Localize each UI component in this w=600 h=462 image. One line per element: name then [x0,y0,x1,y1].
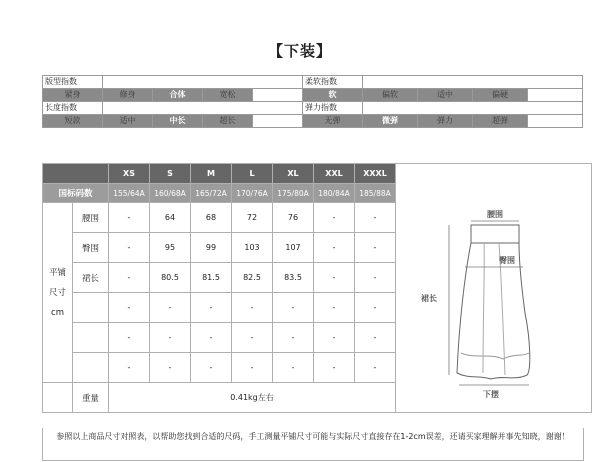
fit-option-loose: 宽松 [203,89,253,102]
elasticity-option-slight: 微弹 [363,115,418,128]
fit-index-label: 版型指数 [43,76,103,89]
table-cell: - [273,293,314,323]
table-cell: - [150,323,191,353]
skirt-outline [457,225,530,379]
table-cell: - [232,293,273,323]
measure-label [73,353,109,383]
standard-size-xxxl: 185/88A [355,184,396,203]
fit-option-regular: 合体 [153,89,203,102]
table-cell: 68 [191,203,232,233]
measurement-note: 参照以上商品尺寸对照表，以帮助您找到合适的尺码，手工测量平铺尺寸可能与实际尺寸直接存在1-2cm误差，还请买家理解并事先知晓，谢谢！ [42,428,584,461]
table-cell: - [191,353,232,383]
softness-option-hard: 偏硬 [473,89,528,102]
weight-value: 0.41kg左右 [109,383,396,413]
table-cell: - [109,203,150,233]
table-cell: 95 [150,233,191,263]
table-cell: - [191,323,232,353]
fit-option-slim: 修身 [103,89,153,102]
table-cell: 83.5 [273,263,314,293]
page-title: 【下装】 [267,42,332,60]
table-cell: - [109,353,150,383]
table-cell: - [273,323,314,353]
measure-label [73,293,109,323]
softness-index-label: 柔软指数 [303,76,363,89]
size-xxxl: XXXL [355,164,396,184]
length-option-extralong: 超长 [203,115,253,128]
measure-label: 裙长 [73,263,109,293]
table-cell: - [314,353,355,383]
elasticity-index-label: 弹力指数 [303,102,363,115]
fit-options-row [43,89,583,102]
skirt-diagram [399,203,589,403]
size-xs: XS [109,164,150,184]
standard-size-xxl: 180/84A [314,184,355,203]
softness-option-medium: 适中 [418,89,473,102]
hem-label: 下摆 [482,390,499,399]
size-reference-title: 尺码参照说明 [466,179,521,189]
table-cell: - [355,203,396,233]
standard-size-xl: 175/80A [273,184,314,203]
elasticity-option-none: 无弹 [303,115,363,128]
table-cell: - [314,233,355,263]
table-cell: - [355,233,396,263]
measure-label [73,323,109,353]
table-cell: - [150,353,191,383]
table-cell: - [355,293,396,323]
table-cell: 81.5 [191,263,232,293]
table-cell: 107 [273,233,314,263]
table-cell: - [314,263,355,293]
standard-size-xs: 155/64A [109,184,150,203]
weight-label: 重量 [73,383,109,413]
measure-label: 腰围 [73,203,109,233]
table-cell: - [109,263,150,293]
table-cell: - [232,353,273,383]
length-label: 裙长 [420,294,437,303]
standard-size-m: 165/72A [191,184,232,203]
length-option-midlong: 中长 [153,115,203,128]
table-cell: - [314,323,355,353]
length-option-short: 短款 [43,115,103,128]
table-cell: - [109,323,150,353]
table-cell: 82.5 [232,263,273,293]
waist-label: 腰围 [486,210,503,219]
attribute-table [42,75,583,128]
table-cell: - [191,293,232,323]
length-options-row [43,115,583,128]
flat-measure-label: 平铺 尺寸 cm [43,203,73,383]
table-cell: 80.5 [150,263,191,293]
length-option-medium: 适中 [103,115,153,128]
table-cell: - [150,293,191,323]
standard-size-s: 160/68A [150,184,191,203]
elasticity-option-stretch: 弹力 [418,115,473,128]
hip-label: 臀围 [498,256,515,265]
elasticity-option-super: 超弹 [473,115,528,128]
softness-option-soft: 软 [303,89,363,102]
fit-index-row [43,76,583,89]
size-l: L [232,164,273,184]
table-cell: - [273,353,314,383]
softness-option-softish: 偏软 [363,89,418,102]
table-cell: - [355,323,396,353]
table-cell: - [355,353,396,383]
table-cell: - [355,263,396,293]
size-s: S [150,164,191,184]
size-m: M [191,164,232,184]
table-cell: 64 [150,203,191,233]
standard-size-l: 170/76A [232,184,273,203]
table-cell: 72 [232,203,273,233]
table-cell: - [109,233,150,263]
size-xl: XL [273,164,314,184]
table-cell: - [232,323,273,353]
table-cell: - [109,293,150,323]
standard-size-label: 国标码数 [43,184,109,203]
table-cell: - [314,203,355,233]
measure-label: 臀围 [73,233,109,263]
size-table [42,163,592,413]
length-index-label: 长度指数 [43,102,103,115]
size-reference-panel [396,164,592,413]
size-header-row [43,164,592,184]
fit-option-tight: 紧身 [43,89,103,102]
table-cell: 103 [232,233,273,263]
measure-lines [449,221,529,385]
table-cell: 99 [191,233,232,263]
size-xxl: XXL [314,164,355,184]
table-cell: 76 [273,203,314,233]
table-cell: - [314,293,355,323]
length-index-row [43,102,583,115]
